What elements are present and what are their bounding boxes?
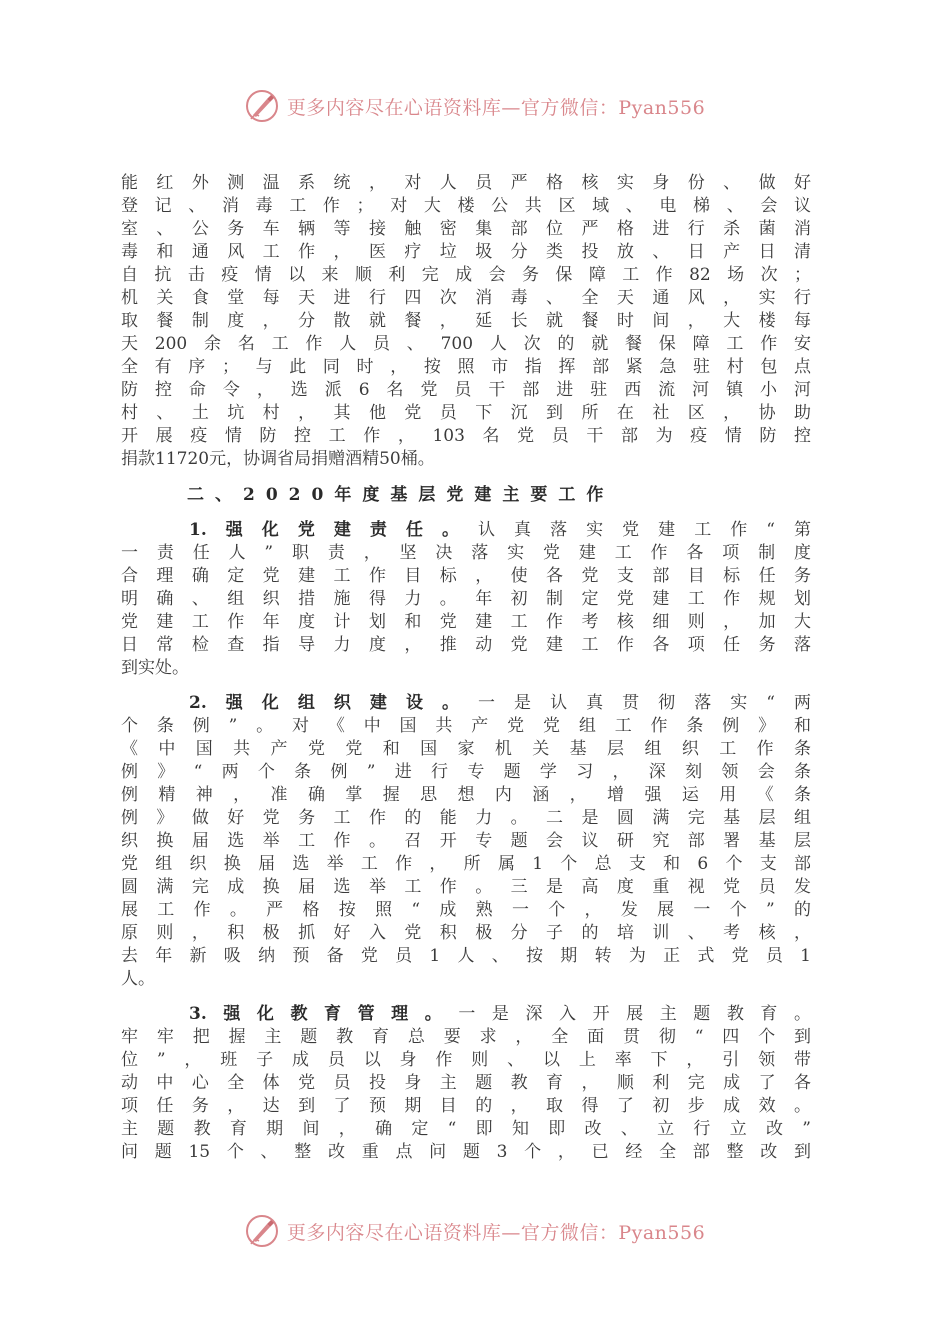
text-line: 问题15个、整改重点问题3个，已经全部整改到: [121, 1142, 811, 1162]
text-line: [121, 1003, 811, 1026]
text-line: 党组织换届选举工作，所属1个总支和6个支部: [121, 854, 811, 874]
text-line: 毒和通风工作，医疗垃圾分类投放、日产日清: [121, 242, 811, 262]
text-line: 项任务，达到了预期目的，取得了初步成效。: [121, 1096, 811, 1116]
section-heading: 二、2020年度基层党建主要工作: [187, 485, 615, 505]
text-line: 开展疫情防控工作，103名党员干部为疫情防控: [121, 426, 811, 446]
text-line: 日常检查指导力度，推动党建工作各项任务落: [121, 635, 811, 655]
text-line: 动中心全体党员投身主题教育，顺利完成了各: [121, 1073, 811, 1093]
text-line: 一责任人”职责，坚决落实党建工作各项制度: [121, 543, 811, 563]
pen-logo-icon: [245, 89, 279, 123]
text-line: 捐款11720元，协调省局捐赠酒精50桶。: [121, 449, 435, 469]
text-line: [121, 519, 811, 542]
text-span: 认真落实党建工作“第: [478, 520, 811, 540]
text-line: 到实处。: [121, 658, 189, 678]
paragraph-lead: 2.强化组织建设。: [189, 693, 479, 713]
header-watermark-banner: [0, 86, 950, 126]
text-line: 党建工作年度计划和党建工作考核细则，加大: [121, 612, 811, 632]
text-line: 能红外测温系统，对人员严格核实身份、做好: [121, 173, 811, 193]
paragraph-party-responsibility: [121, 519, 811, 680]
text-line: 登记、消毒工作；对大楼公共区域、电梯、会议: [121, 196, 811, 216]
text-span: 一是深入开展主题教育。: [458, 1004, 812, 1024]
paragraph-education-management: [121, 1003, 811, 1164]
text-line: 主题教育期间，确定“即知即改、立行立改”: [121, 1119, 811, 1139]
paragraph-organization-building: [121, 692, 811, 991]
text-line: 自抗击疫情以来顺利完成会务保障工作82场次；: [121, 265, 811, 285]
pen-logo-icon: [245, 1214, 279, 1248]
paragraph-lead: 3.强化教育管理。: [189, 1004, 459, 1024]
text-line: 织换届选举工作。召开专题会议研究部署基层: [121, 831, 811, 851]
text-line: 牢牢把握主题教育总要求，全面贯彻“四个到: [121, 1027, 811, 1047]
text-line: 个条例”。对《中国共产党党组工作条例》和: [121, 716, 811, 736]
banner-text: 更多内容尽在心语资料库—官方微信：Pyan556: [286, 96, 706, 119]
text-line: 去年新吸纳预备党员1人、按期转为正式党员1: [121, 946, 811, 966]
document-body: [121, 172, 811, 1164]
text-line: 取餐制度，分散就餐，延长就餐时间，大楼每: [121, 311, 811, 331]
text-line: 位”，班子成员以身作则、以上率下，引领带: [121, 1050, 811, 1070]
text-line: [121, 692, 811, 715]
text-line: 例》“两个条例”进行专题学习，深刻领会条: [121, 762, 811, 782]
text-line: 原则，积极抓好入党积极分子的培训、考核，: [121, 923, 811, 943]
text-span: 一是认真贯彻落实“两: [478, 693, 811, 713]
text-line: 明确、组织措施得力。年初制定党建工作规划: [121, 589, 811, 609]
text-line: 例》做好党务工作的能力。二是圆满完基层组: [121, 808, 811, 828]
text-line: 展工作。严格按照“成熟一个，发展一个”的: [121, 900, 811, 920]
banner-text: 更多内容尽在心语资料库—官方微信：Pyan556: [286, 1221, 706, 1244]
text-line: 天200余名工作人员、700人次的就餐保障工作安: [121, 334, 811, 354]
text-line: 《中国共产党党和国家机关基层组织工作条: [121, 739, 811, 759]
paragraph-lead: 1.强化党建责任。: [189, 520, 479, 540]
text-line: 人。: [121, 969, 155, 989]
text-line: 全有序；与此同时，按照市指挥部紧急驻村包点: [121, 357, 811, 377]
text-line: 机关食堂每天进行四次消毒、全天通风，实行: [121, 288, 811, 308]
text-line: 合理确定党建工作目标，使各党支部目标任务: [121, 566, 811, 586]
footer-watermark-banner: [0, 1211, 950, 1251]
text-line: 防控命令，选派6名党员干部进驻西流河镇小河: [121, 380, 811, 400]
section1-tail-paragraph: [121, 172, 811, 471]
text-line: 圆满完成换届选举工作。三是高度重视党员发: [121, 877, 811, 897]
text-line: 例精神，准确掌握思想内涵，增强运用《条: [121, 785, 811, 805]
text-line: 室、公务车辆等接触密集部位严格进行杀菌消: [121, 219, 811, 239]
text-line: 村、土坑村，其他党员下沉到所在社区，协助: [121, 403, 811, 423]
